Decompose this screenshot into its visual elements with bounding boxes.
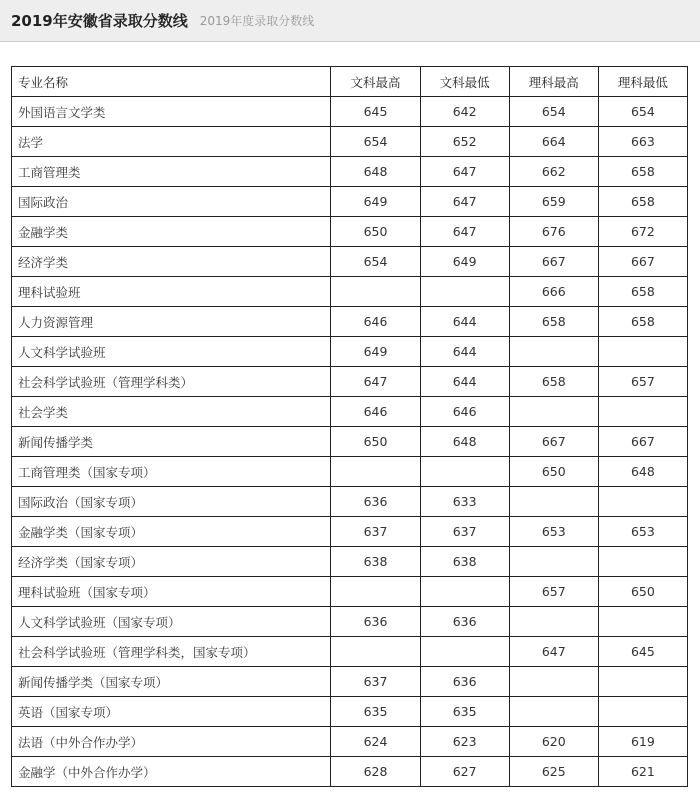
cell-wk-high: 628 [331, 757, 420, 787]
cell-lk-low: 658 [598, 187, 687, 217]
cell-lk-low [598, 667, 687, 697]
cell-lk-high: 657 [509, 577, 598, 607]
cell-lk-low: 658 [598, 157, 687, 187]
cell-lk-high: 667 [509, 247, 598, 277]
cell-wk-low: 647 [420, 187, 509, 217]
page-title: 2019年安徽省录取分数线 [11, 12, 188, 30]
cell-major: 理科试验班（国家专项） [12, 577, 331, 607]
cell-lk-high [509, 397, 598, 427]
cell-lk-low: 654 [598, 97, 687, 127]
cell-lk-low: 650 [598, 577, 687, 607]
cell-wk-high: 636 [331, 487, 420, 517]
cell-lk-low [598, 487, 687, 517]
cell-major: 人文科学试验班 [12, 337, 331, 367]
cell-wk-low: 627 [420, 757, 509, 787]
column-header-wk-low: 文科最低 [420, 67, 509, 97]
cell-wk-high: 624 [331, 727, 420, 757]
table-row [12, 187, 688, 217]
table-row [12, 337, 688, 367]
cell-wk-high: 654 [331, 247, 420, 277]
cell-wk-high [331, 577, 420, 607]
cell-major: 金融学（中外合作办学） [12, 757, 331, 787]
table-row [12, 307, 688, 337]
cell-wk-low: 649 [420, 247, 509, 277]
cell-lk-low: 619 [598, 727, 687, 757]
cell-wk-low: 646 [420, 397, 509, 427]
cell-lk-high: 620 [509, 727, 598, 757]
cell-wk-low: 638 [420, 547, 509, 577]
table-row [12, 667, 688, 697]
table-row [12, 727, 688, 757]
cell-wk-low [420, 637, 509, 667]
cell-wk-high: 649 [331, 187, 420, 217]
cell-wk-high: 648 [331, 157, 420, 187]
cell-lk-high: 666 [509, 277, 598, 307]
cell-wk-high: 645 [331, 97, 420, 127]
cell-lk-high [509, 697, 598, 727]
cell-wk-low: 637 [420, 517, 509, 547]
table-row [12, 157, 688, 187]
cell-major: 新闻传播学类 [12, 427, 331, 457]
cell-lk-low: 657 [598, 367, 687, 397]
cell-wk-low: 636 [420, 667, 509, 697]
page-subtitle: 2019年度录取分数线 [199, 14, 315, 28]
cell-wk-high [331, 277, 420, 307]
cell-wk-high: 650 [331, 217, 420, 247]
cell-lk-high: 653 [509, 517, 598, 547]
cell-lk-low: 667 [598, 247, 687, 277]
cell-major: 社会科学试验班（管理学科类，国家专项） [12, 637, 331, 667]
cell-wk-high: 646 [331, 307, 420, 337]
cell-wk-low: 642 [420, 97, 509, 127]
cell-wk-high: 637 [331, 667, 420, 697]
cell-wk-low: 636 [420, 607, 509, 637]
cell-lk-high: 654 [509, 97, 598, 127]
admission-scores-table [11, 66, 688, 787]
cell-lk-low [598, 697, 687, 727]
cell-lk-high: 659 [509, 187, 598, 217]
table-row [12, 457, 688, 487]
cell-major: 新闻传播学类（国家专项） [12, 667, 331, 697]
cell-wk-high [331, 637, 420, 667]
table-row [12, 217, 688, 247]
cell-major: 工商管理类（国家专项） [12, 457, 331, 487]
cell-major: 法语（中外合作办学） [12, 727, 331, 757]
cell-lk-low: 653 [598, 517, 687, 547]
cell-lk-high: 662 [509, 157, 598, 187]
table-row [12, 97, 688, 127]
column-header-major: 专业名称 [12, 67, 331, 97]
cell-lk-low: 648 [598, 457, 687, 487]
cell-lk-high [509, 607, 598, 637]
cell-wk-low: 647 [420, 157, 509, 187]
column-header-lk-low: 理科最低 [598, 67, 687, 97]
cell-wk-low: 644 [420, 307, 509, 337]
cell-major: 社会学类 [12, 397, 331, 427]
cell-lk-high: 650 [509, 457, 598, 487]
cell-wk-low: 647 [420, 217, 509, 247]
column-header-wk-high: 文科最高 [331, 67, 420, 97]
table-row [12, 547, 688, 577]
cell-wk-high: 638 [331, 547, 420, 577]
cell-lk-low: 672 [598, 217, 687, 247]
cell-lk-high: 658 [509, 307, 598, 337]
cell-major: 法学 [12, 127, 331, 157]
table-row [12, 277, 688, 307]
cell-wk-low: 644 [420, 337, 509, 367]
cell-lk-high: 664 [509, 127, 598, 157]
cell-wk-low: 648 [420, 427, 509, 457]
cell-lk-high: 667 [509, 427, 598, 457]
cell-wk-high: 646 [331, 397, 420, 427]
cell-major: 人文科学试验班（国家专项） [12, 607, 331, 637]
table-row [12, 397, 688, 427]
table-row [12, 637, 688, 667]
cell-major: 国际政治（国家专项） [12, 487, 331, 517]
cell-wk-low: 633 [420, 487, 509, 517]
cell-lk-high [509, 337, 598, 367]
table-row [12, 247, 688, 277]
cell-wk-low [420, 457, 509, 487]
cell-wk-high: 649 [331, 337, 420, 367]
cell-lk-low [598, 547, 687, 577]
cell-lk-high: 676 [509, 217, 598, 247]
cell-wk-low: 644 [420, 367, 509, 397]
cell-wk-high [331, 457, 420, 487]
table-row [12, 427, 688, 457]
cell-wk-high: 647 [331, 367, 420, 397]
cell-wk-low [420, 277, 509, 307]
table-row [12, 757, 688, 787]
cell-wk-high: 637 [331, 517, 420, 547]
cell-wk-high: 650 [331, 427, 420, 457]
table-row [12, 127, 688, 157]
cell-lk-high: 625 [509, 757, 598, 787]
cell-major: 社会科学试验班（管理学科类） [12, 367, 331, 397]
table-row [12, 577, 688, 607]
cell-major: 工商管理类 [12, 157, 331, 187]
table-row [12, 367, 688, 397]
table-row [12, 607, 688, 637]
cell-lk-high [509, 547, 598, 577]
cell-major: 理科试验班 [12, 277, 331, 307]
cell-wk-low: 623 [420, 727, 509, 757]
column-header-lk-high: 理科最高 [509, 67, 598, 97]
page-header [0, 0, 700, 42]
cell-wk-low: 635 [420, 697, 509, 727]
cell-major: 金融学类 [12, 217, 331, 247]
cell-wk-low [420, 577, 509, 607]
cell-lk-high: 658 [509, 367, 598, 397]
cell-lk-low: 667 [598, 427, 687, 457]
cell-major: 外国语言文学类 [12, 97, 331, 127]
cell-wk-high: 635 [331, 697, 420, 727]
cell-major: 金融学类（国家专项） [12, 517, 331, 547]
cell-major: 经济学类 [12, 247, 331, 277]
cell-lk-high [509, 667, 598, 697]
cell-major: 国际政治 [12, 187, 331, 217]
table-body [12, 97, 688, 787]
cell-major: 英语（国家专项） [12, 697, 331, 727]
cell-lk-low: 658 [598, 277, 687, 307]
cell-lk-low [598, 397, 687, 427]
table-row [12, 487, 688, 517]
cell-wk-high: 636 [331, 607, 420, 637]
cell-major: 人力资源管理 [12, 307, 331, 337]
cell-lk-low: 645 [598, 637, 687, 667]
cell-lk-high [509, 487, 598, 517]
table-header-row [12, 67, 688, 97]
cell-lk-high: 647 [509, 637, 598, 667]
cell-lk-low [598, 607, 687, 637]
cell-wk-low: 652 [420, 127, 509, 157]
cell-major: 经济学类（国家专项） [12, 547, 331, 577]
table-row [12, 697, 688, 727]
cell-lk-low: 658 [598, 307, 687, 337]
table-row [12, 517, 688, 547]
cell-lk-low: 663 [598, 127, 687, 157]
cell-lk-low: 621 [598, 757, 687, 787]
cell-wk-high: 654 [331, 127, 420, 157]
cell-lk-low [598, 337, 687, 367]
